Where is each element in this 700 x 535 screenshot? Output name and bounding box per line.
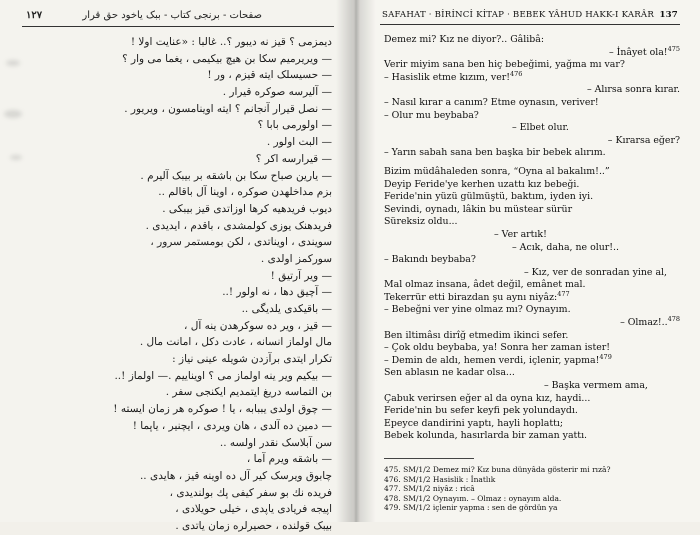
ottoman-line: — باقیکدی یلدیگی .. (241, 303, 332, 315)
verse-line (384, 204, 680, 217)
footnote-ref[interactable]: 477 (557, 289, 570, 298)
verse-line (384, 242, 680, 255)
verse-line (384, 314, 680, 330)
ottoman-line: بن التماسه دریغ ایتمدیم ایکنجی سفر . (165, 386, 332, 399)
verse-text: Mal olmaz insana, âdet değil, emânet mal. (384, 279, 586, 291)
ottoman-line: سویندی ، اویناتدی ، لکن بومستمر سرور ، (150, 236, 332, 249)
verse-text: – Elbet olur. (512, 122, 569, 134)
ottoman-line: دیمزمی ؟ قیز نه دیبور ؟.. غالبا : «عنایت اولا ! (130, 36, 332, 48)
verse-text: Verir miyim sana ben hiç bebeğimi, yağma mı var? (384, 59, 625, 71)
ottoman-line: — اولورمی بابا ؟ (257, 119, 332, 132)
ottoman-line: — قیز ، ویر ده سوکرهدن ینه آل ، (184, 319, 332, 332)
ottoman-line: — آلیرسه صوکره قیرار . (222, 86, 332, 99)
ottoman-line: اپیجه فریادی یاپدی ، خیلی حویلادی ، (175, 503, 332, 516)
verse-line (384, 147, 680, 160)
verse-text: – Bakındı beybaba? (384, 254, 476, 266)
verse-text: – Acık, daha, ne olur!.. (512, 241, 619, 253)
footnote: 477. SM/1/2 niyâz : ricâ (384, 484, 475, 494)
verse-text: – Yarın sabah sana ben başka bir bebek alırım. (384, 147, 606, 159)
verse-line (384, 267, 680, 280)
footnote: 479. SM/1/2 içlenir yapma : sen de gördün ya (384, 503, 558, 513)
verse-text: – Başka vermem ama, (544, 380, 648, 392)
verse-line (384, 367, 680, 380)
verse-text: – Demin de aldı, hemen verdi, içlenir, yapma! (384, 354, 600, 366)
ottoman-line: فریده نك بو سفر کیفی پك بولندیدی ، (169, 486, 332, 499)
verse-text: Deyip Feride'ye kerhen uzattı kız bebeği. (384, 178, 580, 190)
verse-line (384, 97, 680, 110)
footnote-ref[interactable]: 475 (667, 44, 680, 53)
ottoman-line: — البت اولور . (266, 136, 332, 149)
verse-text: Sen ablasın ne kadar olsa... (384, 367, 515, 379)
verse-line (384, 122, 680, 135)
verse-text: Epeyce dandirini yaptı, hayli hoplattı; (384, 417, 564, 429)
ottoman-line: — آچیق دها ، نه اولور !.. (222, 286, 332, 299)
verse-line (384, 84, 680, 97)
ottoman-line: بیبک قولنده ، حصیرلره زمان یاتدی . (175, 519, 332, 532)
right-page (352, 0, 700, 522)
verse-line (384, 254, 680, 267)
verse-text: Süreksiz oldu... (384, 216, 458, 228)
verse-text: – Alırsa sonra kırar. (586, 84, 680, 96)
verse-line (384, 69, 680, 85)
verse-text: – Ver artık! (494, 228, 547, 240)
ottoman-line: — حسیسلک ایته قیزم ، ور ! (207, 69, 332, 82)
verse-text: Feride'nin yüzü gülmüştü, baktım, iyden iyi. (384, 191, 594, 203)
verse-line (384, 110, 680, 123)
ottoman-line: — چوق اولدی یببابه ، یا ! صوکره هر زمان ایسته ! (113, 403, 332, 416)
verse-text: – Bebeğni ver yine olmaz mı? Oynayım. (384, 304, 571, 316)
verse-text: – Olmaz!.. (620, 317, 668, 329)
ottoman-line: — نصل قیرار آنجانم ؟ ایته اوینامسون ، ویریور . (124, 102, 332, 115)
latin-text-block (384, 34, 680, 443)
verse-line (384, 59, 680, 72)
ottoman-line: مال اولماز انسانه ، عادت دکل ، امانت مال . (139, 336, 332, 349)
verse-line (384, 44, 680, 60)
verse-line (384, 166, 680, 179)
verse-text: – Çok oldu beybaba, ya! Sonra her zaman ister! (384, 342, 611, 354)
right-page-running-title: SAFAHAT · BİRİNCİ KİTAP · BEBEK YÂHUD HAKK-I KARÂR (382, 10, 654, 20)
ottoman-line: بزم مداخلهدن صوکره ، اوینا آل باقالم .. (158, 186, 332, 199)
ottoman-line: سن آبلاسک نقدر اولسه .. (219, 436, 332, 449)
ottoman-line: — ویر آرتیق ! (270, 269, 332, 282)
ottoman-line: تکرار ایتدی برآزدن شویله عینی نیاز : (172, 353, 332, 366)
verse-line (384, 279, 680, 292)
scan-smudge (4, 110, 22, 118)
verse-line (384, 34, 680, 47)
footnote: 478. SM/1/2 Oynayım. – Olmaz : oynayım alda. (384, 493, 562, 503)
verse-line (384, 393, 680, 406)
verse-line (384, 430, 680, 443)
footnote-ref[interactable]: 479 (599, 352, 612, 361)
verse-text: – Kız, ver de sonradan yine al, (524, 266, 668, 278)
verse-text: – Olur mu beybaba? (384, 109, 479, 121)
verse-line (384, 342, 680, 355)
verse-line (384, 135, 680, 148)
verse-line (384, 179, 680, 192)
verse-line (384, 289, 680, 305)
verse-text: Demez mi? Kız ne diyor?.. Gâlibâ: (384, 34, 545, 45)
left-header-rule (22, 26, 334, 27)
verse-line (384, 330, 680, 343)
left-page-number: ١٢٧ (26, 10, 43, 21)
ottoman-line: — یارین صباح سکا بن باشقه بر بیبک آلیرم . (140, 169, 332, 182)
verse-line (384, 191, 680, 204)
verse-line (384, 405, 680, 418)
verse-text: Feride'nin bu sefer keyfi pek yolundaydı. (384, 405, 578, 417)
verse-text: – İnâyet ola! (608, 46, 668, 58)
verse-line (384, 304, 680, 317)
footnote-ref[interactable]: 478 (667, 314, 680, 323)
verse-text: Bizim müdâhaleden sonra, “Oyna al bakalım!..” (384, 165, 610, 177)
verse-line (384, 352, 680, 368)
verse-text: Sevindi, oynadı, lâkin bu müstear sürür (384, 203, 573, 215)
ottoman-line: — باشقه ویرم آما ، (246, 453, 332, 466)
footnote-ref[interactable]: 476 (510, 69, 523, 78)
ottoman-line: سورکمز اولدی . (260, 252, 332, 265)
footnotes (384, 465, 684, 513)
ottoman-line: — قیرارسه اکر ؟ (255, 152, 332, 165)
footnote-rule (384, 458, 474, 459)
ottoman-line: — دمین ده آلدی ، هان ویردی ، ایچنیر ، یاپما ! (132, 419, 332, 432)
verse-text: – Nasıl kırar a canım? Etme oynasın, veriver! (384, 96, 599, 108)
verse-line (384, 418, 680, 431)
verse-line (384, 380, 680, 393)
verse-line (384, 229, 680, 242)
ottoman-text-block (34, 34, 332, 535)
verse-text: Tekerrür etti birazdan şu aynı niyâz: (384, 291, 558, 303)
verse-text: Ben iltimâsı dirîğ etmedim ikinci sefer. (384, 329, 569, 341)
verse-text: Bebek kolunda, hasırlarda bir zaman yattı. (384, 430, 588, 442)
ottoman-line: دیوب فریدهیه کرها اوزاتدی قیز بیبکی . (162, 202, 332, 215)
scan-smudge (6, 60, 20, 66)
ottoman-line: چابوق ویرسک کیر آل ده اوینه قیز ، هایدی .. (139, 469, 332, 482)
left-page-running-title: صفحات - برنجی کتاب - ببک یاخود حق قرار (82, 10, 262, 21)
right-header-rule (380, 24, 680, 25)
ottoman-line: فریدهنک یوزی کولمشدی ، باقدم ، ایدیدی . (145, 219, 332, 232)
ottoman-line: — ویریرمیم سکا بن هیچ بیکیمی ، یغما می وار ؟ (122, 52, 332, 65)
verse-text: Çabuk verirsen eğer al da oyna kız, haydi... (384, 392, 591, 404)
verse-text: – Hasislik etme kızım, ver! (384, 71, 511, 83)
verse-line (384, 216, 680, 229)
ottoman-line: — بیکیم ویر ینه اولماز می ؟ اویناییم .— اولماز !.. (114, 369, 332, 382)
right-page-number: 137 (659, 10, 678, 20)
scan-smudge (10, 155, 22, 160)
footnote: 475. SM/1/2 Demez mi? Kız buna dünyâda gösterir mi rızâ? (384, 465, 611, 474)
footnote: 476. SM/1/2 Hasislik : İnatlık (384, 474, 496, 484)
book-gutter (336, 0, 376, 522)
verse-text: – Kırarsa eğer? (607, 134, 680, 146)
